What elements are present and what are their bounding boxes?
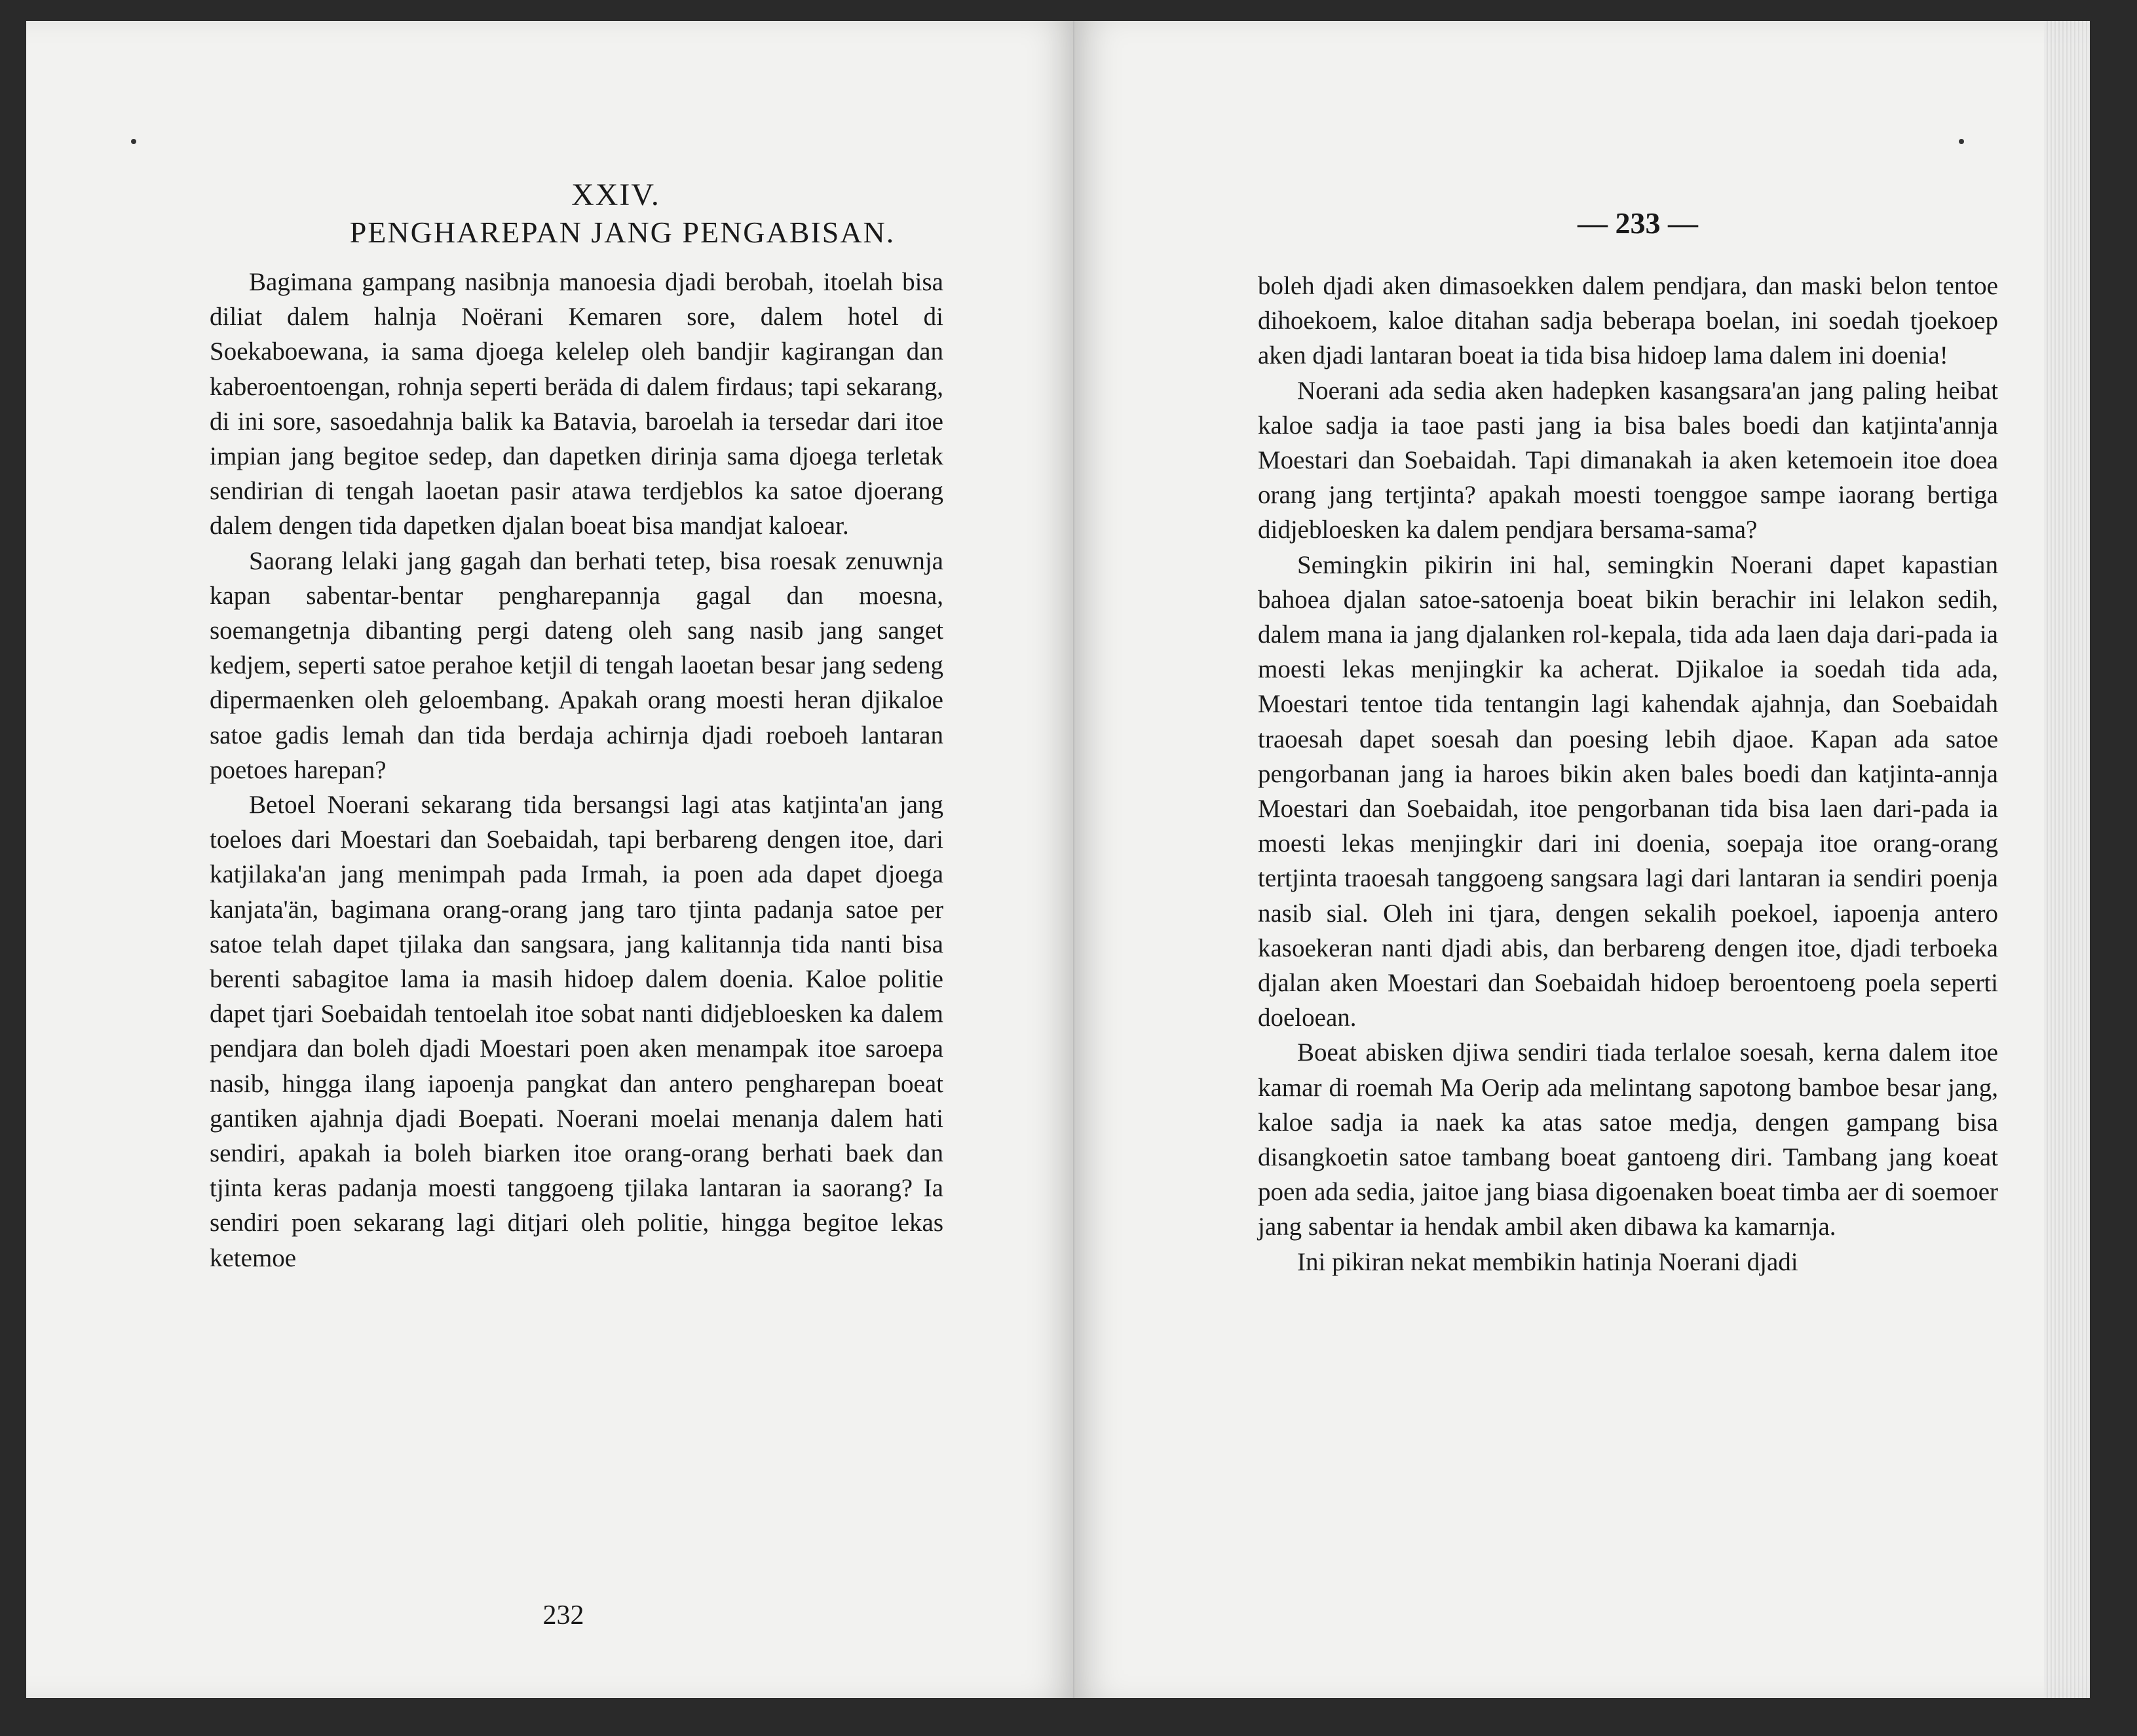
paragraph: Betoel Noerani sekarang tida bersangsi lagi atas katjinta'an jang toeloes dari Moestari dan Soebaidah, tapi berbareng dengen itoe, dari katjilaka'an jang menimpah pada Irmah, ia poen ada dapet djoega kanjata'än, bagimana orang-orang jang taro tjinta padanja satoe per satoe telah dapet tjilaka dan sangsara, jang kalitannja tida nanti bisa berenti sabagitoe lama ia masih hidoep dalem doenia. Kaloe politie dapet tjari Soebaidah tentoelah itoe sobat nanti didjebloesken ka dalem pendjara dan boleh djadi Moestari poen aken menampak itoe saroepa nasib, hingga ilang iapoenja pangkat dan antero pengharepan boeat gantiken ajahnja djadi Boepati. Noerani moelai menanja dalem hati sendiri, apakah ia boleh biarken itoe orang-orang berhati baek dan tjinta keras padanja moesti tanggoeng tjilaka lantaran ia saorang? Ia sendiri poen sekarang lagi ditjari oleh politie, hingga begitoe lekas ketemoe: [210, 791, 943, 1272]
book-spread: [26, 21, 2090, 1698]
paragraph: Semingkin pikirin ini hal, semingkin Noerani dapet kapastian bahoea djalan satoe-satoenja boeat bikin berachir ini lelakon sedih, dalem mana ia jang djalanken rol-kepala, tida ada laen daja dari-pada ia moesti lekas menjingkir ka acherat. Djikaloe ia soedah tida ada, Moestari tentoe tida tentangin lagi kahendak ajahnja, dan Soebaidah traoesah dapet soesah dan poesing lebih djaoe. Kapan ada satoe pengorbanan jang ia haroes bikin aken bales boedi dan katjinta-annja Moestari dan Soebaidah, itoe pengorbanan tida bisa laen dari-pada ia moesti lekas menjingkir dari ini doenia, soepaja itoe orang-orang tertjinta traoesah tanggoeng sangsara lagi dari lantaran ia sendiri poenja nasib sial. Oleh ini tjara, dengen sekalih poekoel, iapoenja antero kasoekeran nanti djadi abis, dan berbareng dengen itoe, djadi terboeka djalan aken Moestari dan Soebaidah hidoep beroentoeng poela seperti doeloean.: [1258, 550, 1998, 1032]
paragraph: Boeat abisken djiwa sendiri tiada terlaloe soesah, kerna dalem itoe kamar di roemah Ma Oerip ada melintang sapotong bamboe besar jang, kaloe sadja ia naek ka atas satoe medja, dengen gampang bisa disangkoetin satoe tambang boeat gantoeng diri. Tambang jang koeat poen ada sedia, jaitoe jang biasa digoenaken boeat timba aer di soemoer jang sabentar ia hendak ambil aken dibawa ka kamarnja.: [1258, 1038, 1998, 1241]
paragraph: Ini pikiran nekat membikin hatinja Noerani djadi: [1297, 1247, 1798, 1276]
page-number: 232: [542, 1600, 584, 1631]
chapter-title: PENGHAREPAN JANG PENGABISAN.: [349, 216, 896, 249]
left-page-body: [210, 265, 943, 1275]
chapter-number: XXIV.: [571, 178, 660, 212]
page-edges: [2044, 21, 2090, 1698]
paragraph: Bagimana gampang nasibnja manoesia djadi berobah, itoelah bisa diliat dalem halnja Noërani Kemaren sore, dalem hotel di Soekaboewana, ia sama djoega kelelep oleh bandjir kagirangan dan kaberoentoengan, rohnja seperti beräda di dalem firdaus; tapi sekarang, di ini sore, sasoedahnja balik ka Batavia, baroelah ia tersedar dari itoe impian jang begitoe sedep, dan dapetken dirinja sama djoega terletak sendirian di tengah laoetan pasir atawa terdjeblos ka satoe djoerang dalem dengen tida dapetken djalan boeat bisa mandjat kaloear.: [210, 268, 943, 540]
dust-speck: [1959, 139, 1964, 144]
page-number: — 233 —: [1578, 206, 1698, 240]
paragraph: Noerani ada sedia aken hadepken kasangsara'an jang paling heibat kaloe sadja ia taoe pasti jang ia bisa bales boedi dan katjinta'annja Moestari dan Soebaidah. Tapi dimanakah ia aken ketemoein itoe doea orang jang tertjinta? apakah moesti toenggoe sampe iaorang bertiga didjebloesken ka dalem pendjara bersama-sama?: [1258, 376, 1998, 544]
right-page-body: [1258, 269, 1998, 1279]
dust-speck: [131, 139, 136, 144]
paragraph: Saorang lelaki jang gagah dan berhati tetep, bisa roesak zenuwnja kapan sabentar-bentar pengharepannja gagal dan moesna, soemangetnja dibanting pergi dateng oleh sang nasib jang sanget kedjem, seperti satoe perahoe ketjil di tengah laoetan besar jang sedeng dipermaenken oleh geloembang. Apakah orang moesti heran djikaloe satoe gadis lemah dan tida berdaja achirnja djadi roeboeh lantaran poetoes harepan?: [210, 546, 943, 784]
paragraph: boleh djadi aken dimasoekken dalem pendjara, dan maski belon tentoe dihoekoem, kaloe ditahan sadja beberapa boelan, ini soedah tjoekoep aken djadi lantaran boeat ia tida bisa hidoep lama dalem ini doenia!: [1258, 272, 1998, 370]
left-page: [26, 21, 1074, 1698]
